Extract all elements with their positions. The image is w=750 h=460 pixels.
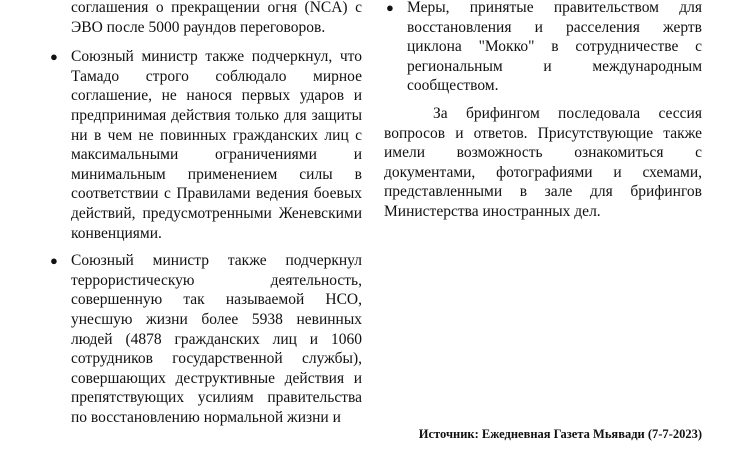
list-item [384, 0, 702, 96]
list-item [48, 47, 362, 243]
list-item-continuation [48, 0, 362, 37]
left-column [48, 0, 362, 435]
bullet-list-right [384, 0, 702, 96]
continuation-text: соглашения о прекращении огня (NCA) с ЭВО после 5000 раундов переговоров. [71, 0, 362, 36]
bullet-list-left [48, 0, 362, 427]
list-item [48, 251, 362, 427]
list-item-text: Меры, принятые правительством для восстановления и расселения жертв циклона "Мокко" в сотрудничестве с региональным и международным сообществом. [407, 0, 702, 95]
list-item-text: Союзный министр также подчеркнул террористическую деятельность, совершенную так называемой НСО, унесшую жизни более 5938 невинных людей (4878 гражданских лиц и 1060 сотрудников государственной службы), совершающих деструктивные действия и препятствующих усилиям правительства по восстановлению нормальной жизни и [71, 252, 362, 426]
source-credit: Источник: Ежедневная Газета Мьявади (7-7-2023) [418, 427, 702, 441]
bullet-icon: ● [386, 0, 394, 15]
bullet-icon: ● [50, 49, 58, 65]
right-column [384, 0, 702, 222]
list-item-text: Союзный министр также подчеркнул, что Тамадо строго соблюдало мирное соглашение, не нанося первых ударов и предпринимая действия только для защиты ни в чем не повинных гражданских лиц с максимальными ограничениями и минимальным применением силы в соответствии с Правилами ведения боевых действий, предусмотренными Женевскими конвенциями. [71, 48, 362, 242]
bullet-icon: ● [50, 253, 58, 269]
briefing-paragraph: За брифингом последовала сессия вопросов и ответов. Присутствующие также имели возможность ознакомиться с документами, фотографиями и схемами, представленными в зале для брифингов Министерства иностранных дел. [384, 104, 702, 220]
